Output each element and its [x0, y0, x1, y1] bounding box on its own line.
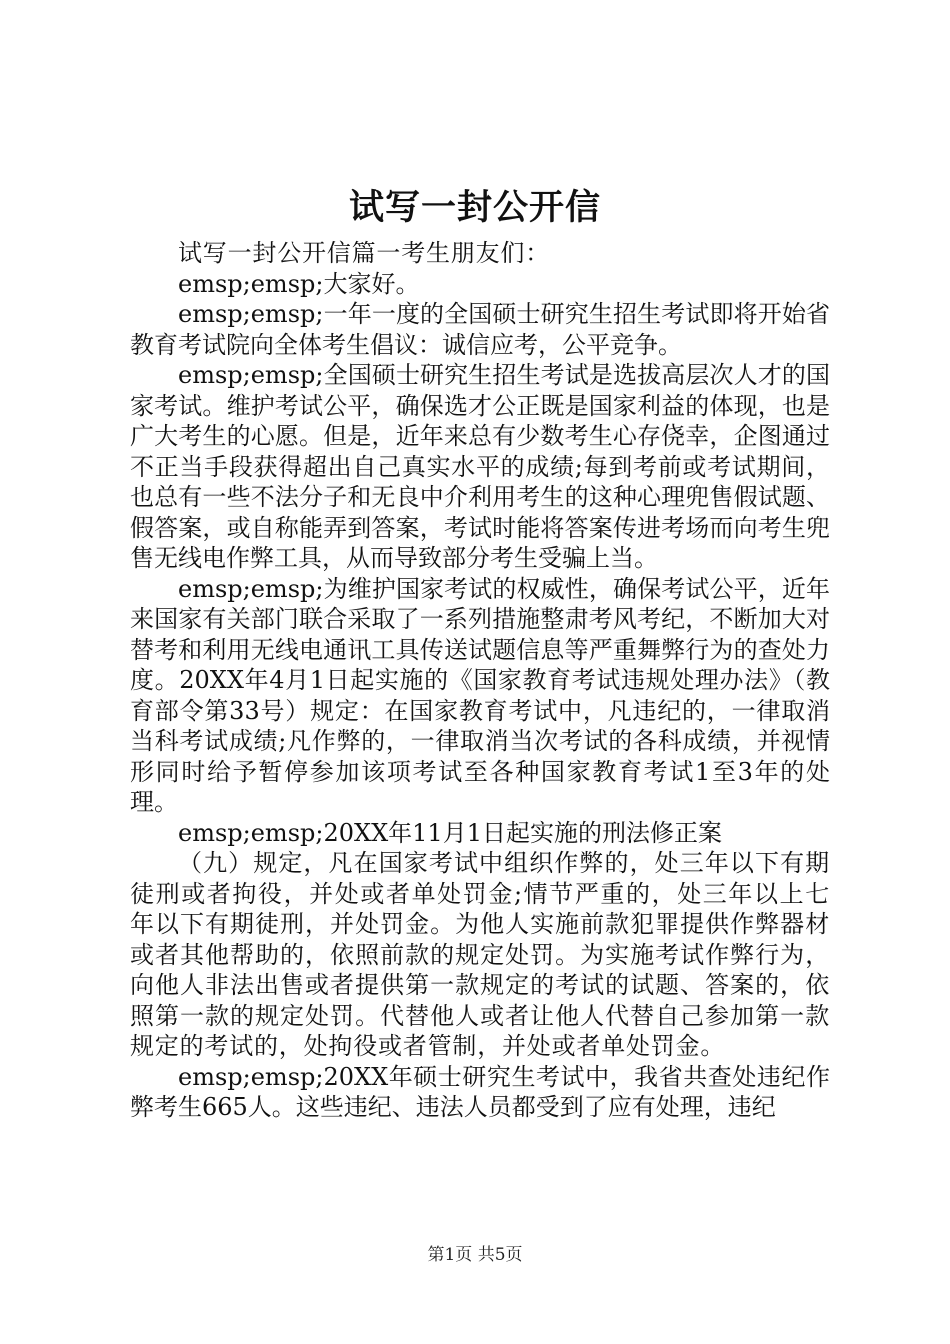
paragraph-5: emsp;emsp;为维护国家考试的权威性，确保考试公平，近年来国家有关部门联合采取了一系列措施整肃考风考纪，不断加大对替考和利用无线电通讯工具传送试题信息等严重舞弊行为的查处力度。20XX年4月1日起实施的《国家教育考试违规处理办法》（教育部令第33号）规定：在国家教育考试中，凡违纪的，一律取消当科考试成绩;凡作弊的，一律取消当次考试的各科成绩，并视情形同时给予暂停参加该项考试至各种国家教育考试1至3年的处理。 [130, 574, 830, 816]
document-title: 试写一封公开信 [348, 187, 601, 228]
page-number-footer: 第1页 共5页 [427, 1245, 523, 1265]
paragraph-4: emsp;emsp;全国硕士研究生招生考试是选拔高层次人才的国家考试。维护考试公平，确保选才公正既是国家利益的体现，也是广大考生的心愿。但是，近年来总有少数考生心存侥幸，企图通过不正当手段获得超出自己真实水平的成绩;每到考前或考试期间，也总有一些不法分子和无良中介利用考生的这种心理兜售假试题、假答案，或自称能弄到答案，考试时能将答案传进考场而向考生兜售无线电作弊工具，从而导致部分考生受骗上当。 [130, 361, 830, 572]
paragraph-8: emsp;emsp;20XX年硕士研究生考试中，我省共查处违纪作弊考生665人。这些违纪、违法人员都受到了应有处理，违纪 [130, 1062, 830, 1121]
paragraph-3: emsp;emsp;一年一度的全国硕士研究生招生考试即将开始省教育考试院向全体考生倡议：诚信应考，公平竞争。 [130, 300, 830, 359]
paragraph-7: （九）规定，凡在国家考试中组织作弊的，处三年以下有期徒刑或者拘役，并处或者单处罚金;情节严重的，处三年以上七年以下有期徒刑，并处罚金。为他人实施前款犯罪提供作弊器材或者其他帮助的，依照前款的规定处罚。为实施考试作弊行为，向他人非法出售或者提供第一款规定的考试的试题、答案的，依照第一款的规定处罚。代替他人或者让他人代替自己参加第一款规定的考试的，处拘役或者管制，并处或者单处罚金。 [130, 849, 830, 1060]
paragraph-2: emsp;emsp;大家好。 [178, 269, 420, 298]
paragraph-6: emsp;emsp;20XX年11月1日起实施的刑法修正案 [178, 818, 722, 847]
document-body [130, 238, 830, 1123]
paragraph-1: 试写一封公开信篇一考生朋友们： [178, 239, 550, 267]
